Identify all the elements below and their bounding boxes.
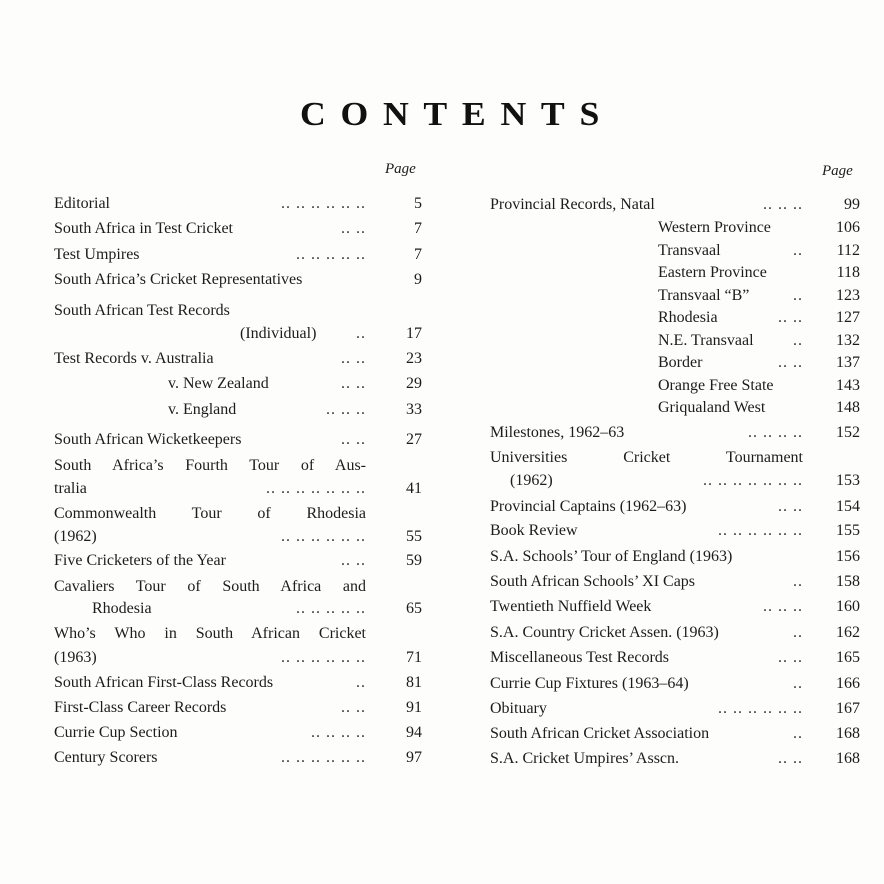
entry-title: South African Cricket Association — [490, 725, 710, 742]
dot-leader: .. — [356, 325, 366, 342]
dot-leader: .. .. .. .. .. — [296, 246, 366, 263]
entry-title: Milestones, 1962–63 — [490, 424, 625, 441]
contents-entry — [0, 723, 884, 745]
entry-page-number: 152 — [836, 424, 860, 441]
entry-title: N.E. Transvaal — [658, 332, 754, 349]
dot-leader: .. .. — [778, 649, 803, 666]
dot-leader: .. .. .. .. .. .. — [718, 700, 803, 717]
entry-page-number: 143 — [836, 377, 860, 394]
entry-page-number: 118 — [836, 264, 860, 281]
contents-entry — [0, 375, 884, 397]
dot-leader: .. .. — [341, 375, 366, 392]
dot-leader: .. .. .. .. — [311, 724, 366, 741]
contents-entry — [0, 285, 884, 307]
contents-entry — [0, 698, 884, 720]
entry-title: Rhodesia — [92, 600, 152, 617]
entry-page-number: 41 — [406, 480, 422, 497]
contents-entry — [0, 673, 884, 695]
dot-leader: .. .. .. — [763, 196, 803, 213]
entry-page-number: 148 — [836, 399, 860, 416]
dot-leader: .. .. — [341, 220, 366, 237]
entry-title: Commonwealth Tour of Rhodesia — [54, 505, 366, 522]
entry-page-number: 91 — [406, 699, 422, 716]
entry-title: Test Records v. Australia — [54, 350, 214, 367]
entry-title: South African First-Class Records — [54, 674, 274, 691]
entry-page-number: 167 — [836, 700, 860, 717]
entry-title: v. New Zealand — [168, 375, 269, 392]
entry-title: Transvaal “B” — [658, 287, 750, 304]
entry-page-number: 154 — [836, 498, 860, 515]
entry-page-number: 23 — [406, 350, 422, 367]
entry-page-number: 7 — [414, 220, 422, 237]
contents-entry — [0, 520, 884, 542]
contents-title: CONTENTS — [299, 96, 615, 133]
entry-title: South African Test Records — [54, 302, 230, 319]
entry-title: Provincial Records, Natal — [490, 196, 655, 213]
entry-title: Griqualand West — [658, 399, 766, 416]
entry-page-number: 160 — [836, 598, 860, 615]
entry-page-number: 166 — [836, 675, 860, 692]
entry-title: Who’s Who in South African Cricket — [54, 625, 366, 642]
entry-title: Eastern Province — [658, 264, 767, 281]
dot-leader: .. — [356, 674, 366, 691]
entry-page-number: 97 — [406, 749, 422, 766]
dot-leader: .. .. .. .. .. .. — [281, 749, 366, 766]
contents-entry — [0, 262, 884, 284]
entry-title: Test Umpires — [54, 246, 140, 263]
entry-page-number: 106 — [836, 219, 860, 236]
dot-leader: .. .. .. .. .. .. .. — [266, 480, 366, 497]
entry-title: Editorial — [54, 195, 110, 212]
dot-leader: .. .. .. — [763, 598, 803, 615]
entry-title: Western Province — [658, 219, 771, 236]
dot-leader: .. — [793, 624, 803, 641]
entry-title: Transvaal — [658, 242, 721, 259]
dot-leader: .. .. .. .. .. .. — [281, 649, 366, 666]
contents-entry — [0, 240, 884, 262]
contents-entry — [0, 447, 884, 469]
entry-title: South African Wicketkeepers — [54, 431, 242, 448]
dot-leader: .. .. — [341, 699, 366, 716]
dot-leader: .. .. — [778, 309, 803, 326]
dot-leader: .. — [793, 725, 803, 742]
entry-page-number: 165 — [836, 649, 860, 666]
entry-page-number: 65 — [406, 600, 422, 617]
page-column-header-left: Page — [385, 161, 416, 177]
entry-page-number: 168 — [836, 725, 860, 742]
entry-page-number: 5 — [414, 195, 422, 212]
contents-entry — [0, 546, 884, 568]
entry-title: Currie Cup Section — [54, 724, 178, 741]
entry-title: S.A. Cricket Umpires’ Asscn. — [490, 750, 680, 767]
entry-page-number: 29 — [406, 375, 422, 392]
dot-leader: .. .. .. — [326, 401, 366, 418]
entry-page-number: 27 — [406, 431, 422, 448]
dot-leader: .. .. .. .. — [748, 424, 803, 441]
entry-title: Provincial Captains (1962–63) — [490, 498, 687, 515]
dot-leader: .. — [793, 332, 803, 349]
entry-title: Century Scorers — [54, 749, 158, 766]
entry-title: Five Cricketers of the Year — [54, 552, 226, 569]
entry-title: South Africa’s Fourth Tour of Aus- — [54, 457, 366, 474]
contents-entry — [0, 217, 884, 239]
dot-leader: .. .. .. .. .. .. — [281, 195, 366, 212]
contents-entry — [0, 571, 884, 593]
entry-page-number: 112 — [836, 242, 860, 259]
page-column-header-right: Page — [822, 163, 853, 179]
dot-leader: .. — [793, 287, 803, 304]
dot-leader: .. .. — [341, 431, 366, 448]
entry-page-number: 153 — [836, 472, 860, 489]
entry-title: Obituary — [490, 700, 547, 717]
contents-entry — [0, 422, 884, 444]
entry-page-number: 99 — [844, 196, 860, 213]
entry-title: (1962) — [54, 528, 97, 545]
entry-page-number: 132 — [836, 332, 860, 349]
entry-page-number: 7 — [414, 246, 422, 263]
contents-entry — [0, 470, 884, 492]
entry-title: Universities Cricket Tournament — [490, 449, 803, 466]
entry-title: First-Class Career Records — [54, 699, 227, 716]
dot-leader: .. .. — [778, 354, 803, 371]
entry-title: tralia — [54, 480, 87, 497]
dot-leader: .. .. — [778, 750, 803, 767]
contents-entry — [0, 748, 884, 770]
entry-page-number: 81 — [406, 674, 422, 691]
dot-leader: .. — [793, 573, 803, 590]
entry-title: Border — [658, 354, 703, 371]
entry-page-number: 71 — [406, 649, 422, 666]
entry-page-number: 127 — [836, 309, 860, 326]
dot-leader: .. .. .. .. .. .. .. — [703, 472, 803, 489]
entry-page-number: 9 — [414, 271, 422, 288]
entry-page-number: 158 — [836, 573, 860, 590]
contents-entry — [0, 330, 884, 352]
dot-leader: .. — [793, 675, 803, 692]
dot-leader: .. .. — [341, 552, 366, 569]
entry-title: (1963) — [54, 649, 97, 666]
entry-title: Currie Cup Fixtures (1963–64) — [490, 675, 689, 692]
dot-leader: .. — [793, 242, 803, 259]
entry-page-number: 123 — [836, 287, 860, 304]
entry-page-number: 59 — [406, 552, 422, 569]
entry-title: (Individual) — [240, 325, 317, 342]
entry-page-number: 55 — [406, 528, 422, 545]
contents-entry — [0, 397, 884, 419]
entry-page-number: 155 — [836, 522, 860, 539]
contents-entry — [0, 647, 884, 669]
contents-entry — [0, 622, 884, 644]
entry-title: v. England — [168, 401, 237, 418]
contents-entry — [0, 352, 884, 374]
entry-title: Twentieth Nuffield Week — [490, 598, 652, 615]
entry-page-number: 137 — [836, 354, 860, 371]
entry-page-number: 33 — [406, 401, 422, 418]
entry-title: South Africa in Test Cricket — [54, 220, 233, 237]
dot-leader: .. .. .. .. .. .. — [281, 528, 366, 545]
dot-leader: .. .. .. .. .. .. — [718, 522, 803, 539]
entry-title: Miscellaneous Test Records — [490, 649, 669, 666]
entry-title: South African Schools’ XI Caps — [490, 573, 696, 590]
dot-leader: .. .. .. .. .. — [296, 600, 366, 617]
entry-title: S.A. Schools’ Tour of England (1963) — [490, 548, 733, 565]
contents-entry — [0, 496, 884, 518]
entry-title: Rhodesia — [658, 309, 718, 326]
entry-page-number: 156 — [836, 548, 860, 565]
entry-title: South Africa’s Cricket Representatives — [54, 271, 303, 288]
contents-entry — [0, 194, 884, 216]
entry-title: Cavaliers Tour of South Africa and — [54, 578, 366, 595]
entry-title: S.A. Country Cricket Assen. (1963) — [490, 624, 719, 641]
dot-leader: .. .. — [341, 350, 366, 367]
entry-page-number: 94 — [406, 724, 422, 741]
contents-entry — [0, 596, 884, 618]
entry-title: Book Review — [490, 522, 578, 539]
entry-title: Orange Free State — [658, 377, 774, 394]
entry-page-number: 162 — [836, 624, 860, 641]
dot-leader: .. .. — [778, 498, 803, 515]
entry-page-number: 168 — [836, 750, 860, 767]
entry-page-number: 17 — [406, 325, 422, 342]
contents-entry — [0, 307, 884, 329]
entry-title: (1962) — [510, 472, 553, 489]
